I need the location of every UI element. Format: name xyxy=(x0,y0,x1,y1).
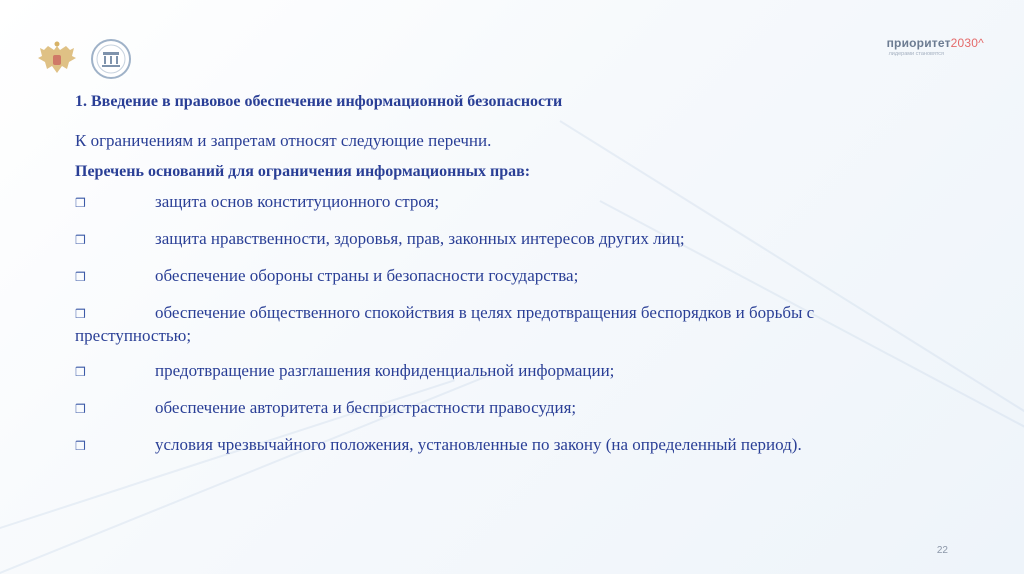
list-heading: Перечень оснований для ограничения информационных прав: xyxy=(75,163,531,180)
list-item-text: защита основ конституционного строя; xyxy=(155,192,440,211)
list-item xyxy=(75,434,915,457)
slide-title: 1. Введение в правовое обеспечение информационной безопасности xyxy=(75,93,563,110)
brand-mark: ^ xyxy=(978,36,984,50)
list-item xyxy=(75,360,915,383)
checkbox-bullet-icon: ❒ xyxy=(75,233,86,247)
brand-name: приоритет xyxy=(886,36,951,50)
checkbox-bullet-icon: ❒ xyxy=(75,196,86,210)
brand-tagline: лидерами становятся xyxy=(888,51,945,57)
page-number: 22 xyxy=(936,545,948,556)
list-item xyxy=(75,228,915,251)
university-seal-icon xyxy=(90,38,132,80)
list-item xyxy=(75,265,915,288)
checkbox-bullet-icon: ❒ xyxy=(75,307,86,321)
checkbox-bullet-icon: ❒ xyxy=(75,402,86,416)
brand-logo xyxy=(887,36,984,57)
list-item-text: условия чрезвычайного положения, установленные по закону (на определенный период). xyxy=(155,435,802,454)
list-item-text: обеспечение авторитета и беспристрастности правосудия; xyxy=(155,398,577,417)
list-item xyxy=(75,397,915,420)
list-item-text: защита нравственности, здоровья, прав, законных интересов других лиц; xyxy=(155,229,685,248)
list-item-text: обеспечение обороны страны и безопасности государства; xyxy=(155,266,579,285)
header-logos xyxy=(36,38,132,80)
slide-content xyxy=(75,92,915,471)
list-item-text: обеспечение общественного спокойствия в целях предотвращения беспорядков и борьбы с преступностью; xyxy=(75,303,815,345)
checkbox-bullet-icon: ❒ xyxy=(75,439,86,453)
list-item xyxy=(75,191,915,214)
coat-of-arms-icon xyxy=(36,38,78,80)
brand-year: 2030 xyxy=(950,36,979,50)
checkbox-bullet-icon: ❒ xyxy=(75,365,86,379)
list-item xyxy=(75,302,915,346)
list-item-text: предотвращение разглашения конфиденциальной информации; xyxy=(155,361,615,380)
checkbox-bullet-icon: ❒ xyxy=(75,270,86,284)
intro-text: К ограничениям и запретам относят следующие перечни. xyxy=(75,131,492,150)
